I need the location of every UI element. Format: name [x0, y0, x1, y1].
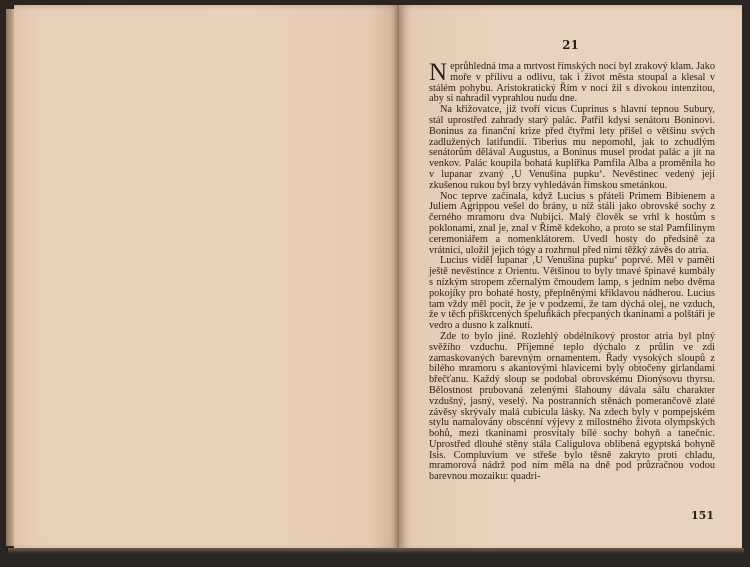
drop-cap-letter: N: [429, 59, 448, 86]
page-footer-number: 151: [691, 509, 714, 522]
paragraph-2: Na křižovatce, již tvoří vicus Cuprinus s hlavní tepnou Subury, stál uprostřed zahrady starý palác. Patřil kdysi senátoru Boninovi. Boninus za finanční krize před čtyřmi lety přišel o většinu svých zadlužených latifundií. Tiberius mu nepomohl, jak to zchudlým senátorům dělával Augustus, a Boninus musel prodat palác a jít na venkov. Palác koupila bohatá kuplířka Pamfila Alba a proměnila ho v lupanar zvaný ‚U Venušina pupku‘. Nevěstinec vedený její zkušenou rukou byl brzy vyhledáván římskou smetánkou.: [429, 104, 715, 191]
page-header-number: 21: [562, 38, 579, 52]
paragraph-1: [429, 59, 715, 105]
left-page: [14, 5, 399, 550]
paragraph-3: Noc teprve začínala, když Lucius s přáteli Primem Bibienem a Juliem Agrippou vešel do brány, u níž stáli jako obrovské sochy z černého mramoru dva Nubijci. Malý člověk se vrhl k hostům s poklonami, znal je, znal v Římě kdekoho, a proto se stal Pamfilinym ceremoniářem a nomenklátorem. Uvedl hosty do předsíně za vrátnicí, uložil jejich tógy a rozhrnul před nimi těžký závěs do atria.: [429, 190, 715, 256]
paragraph-1-text: eprůhledná tma a mrtvost římských nocí byl zrakový klam. Jako moře v přílivu a odlivu, tak i život města stoupal a klesal v stálém pohybu. Aristokratický Řím v noci žil s divokou intenzitou, aby si nahradil vyprahlou nudu dne.: [429, 61, 715, 105]
paragraph-5: Zde to bylo jiné. Rozlehlý obdélníkový prostor atria byl plný svěžího vzduchu. Příjemné teplo dýchalo z průlin ve zdi zamaskovaných barevným ornamentem. Řady vysokých sloupů z bílého mramoru s akantovými hlavicemi byly obtočeny girlandami břečťanu. Každý sloup se podobal obrovskému Dionýsovu thyrsu. Bělostnost prubovaná zelenými šlahouny dávala sálu charakter vzdušný, jasný, veselý. Na postranních stěnách pomerančově zlaté závěsy skrývaly malá cubicula lásky. Na zdech byly v pompejském stylu namalovány obscénní výjevy z milostného života olympských bohů, mezi tkaninami prosvítaly bílé sochy bohyň a tanečnic. Uprostřed dlouhé stěny stála Caligulova oblíbená egyptská bohyně Isis. Compluvium ve střeše bylo těsně zakryto proti chladu, mramorová nádrž pod ním měla na dně pod průzračnou vodou barevnou mozaiku: quadri-: [429, 330, 715, 483]
page-body-text: [429, 59, 715, 483]
book-bottom-edge: [8, 548, 744, 554]
paragraph-4: Lucius viděl lupanar ‚U Venušina pupku‘ poprvé. Měl v paměti ještě nevěstince z Orientu. Většinou to byly tmavé špinavé kumbály s nízkým stropem zčernalým čmoudem lamp, s jedním nebo dvěma pokojíky pro bohaté hosty, přeplněnými křiklavou nádherou. Lucius tam vždy měl pocit, že je v podzemí, že tam dýchá olej, ne vzduch, že v těch přiškrcených špeluňkách přecpaných tkaninami a polštáři je vedro a dusno k zalknutí.: [429, 255, 715, 332]
right-page: [399, 5, 742, 550]
